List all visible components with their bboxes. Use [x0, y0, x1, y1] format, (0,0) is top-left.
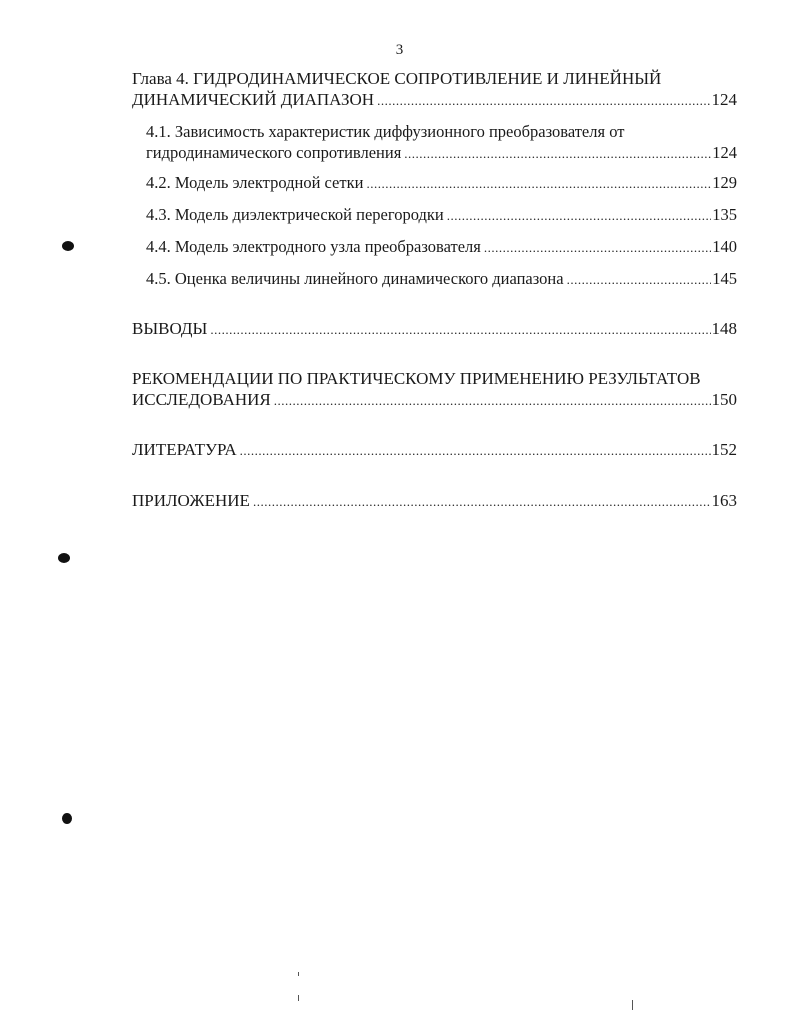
dot-leader [377, 90, 710, 111]
toc-entry-title-line1: 4.1. Зависимость характеристик диффузионного преобразователя от [146, 122, 625, 141]
toc-page-number: 124 [712, 143, 737, 162]
toc-page-number: 148 [711, 319, 737, 338]
toc-entry-title: 4.2. Модель электродной сетки [146, 173, 364, 192]
toc-entry-chapter-4[interactable] [132, 68, 737, 111]
toc-page-number: 124 [711, 90, 737, 109]
toc-page-number: 152 [711, 440, 737, 459]
scan-mark [298, 972, 299, 976]
toc-entry-title: 4.3. Модель диэлектрической перегородки [146, 205, 444, 224]
dot-leader [366, 173, 711, 194]
toc-entry-title: ЛИТЕРАТУРА [132, 440, 237, 459]
dot-leader [274, 390, 711, 411]
dot-leader [253, 491, 711, 512]
dot-leader [210, 319, 710, 340]
dot-leader [404, 143, 711, 164]
dot-leader [484, 237, 711, 258]
toc-entry-title: ПРИЛОЖЕНИЕ [132, 491, 250, 510]
toc-entry-section-4-4[interactable] [146, 236, 737, 258]
toc-entry-title-line1: РЕКОМЕНДАЦИИ ПО ПРАКТИЧЕСКОМУ ПРИМЕНЕНИЮ РЕЗУЛЬТАТОВ [132, 369, 701, 388]
scan-speck [62, 241, 74, 251]
dot-leader [240, 440, 711, 461]
dot-leader [447, 205, 712, 226]
toc-page-number: 129 [712, 173, 737, 192]
toc-page-number: 163 [711, 491, 737, 510]
toc-entry-title-line2: ДИНАМИЧЕСКИЙ ДИАПАЗОН [132, 90, 375, 109]
toc-entry-title-line2: ИССЛЕДОВАНИЯ [132, 390, 271, 409]
toc-entry-title-line2: гидродинамического сопротивления [146, 143, 402, 162]
toc-entry-literature[interactable] [132, 439, 737, 461]
toc-entry-section-4-2[interactable] [146, 172, 737, 194]
toc-entry-recommendations[interactable] [132, 368, 737, 411]
dot-leader [567, 269, 712, 290]
toc-entry-section-4-3[interactable] [146, 204, 737, 226]
toc-entry-section-4-1[interactable] [146, 121, 737, 164]
toc-entry-title-line1: Глава 4. ГИДРОДИНАМИЧЕСКОЕ СОПРОТИВЛЕНИЕ И ЛИНЕЙНЫЙ [132, 69, 662, 88]
toc-entry-appendix[interactable] [132, 490, 737, 512]
scan-speck [62, 813, 72, 824]
toc-entry-conclusions[interactable] [132, 318, 737, 340]
toc-entry-title: 4.4. Модель электродного узла преобразователя [146, 237, 481, 256]
scan-speck [58, 553, 70, 563]
toc-entry-section-4-5[interactable] [146, 268, 737, 290]
scan-mark [632, 1000, 633, 1010]
toc-entry-title: ВЫВОДЫ [132, 319, 208, 338]
toc-page-number: 135 [712, 205, 737, 224]
page-number: 3 [395, 42, 404, 58]
scan-mark [298, 995, 299, 1001]
toc-page-number: 140 [712, 237, 737, 256]
toc-page-number: 145 [712, 269, 737, 288]
toc-entry-title: 4.5. Оценка величины линейного динамического диапазона [146, 269, 564, 288]
toc-page-number: 150 [711, 390, 737, 409]
